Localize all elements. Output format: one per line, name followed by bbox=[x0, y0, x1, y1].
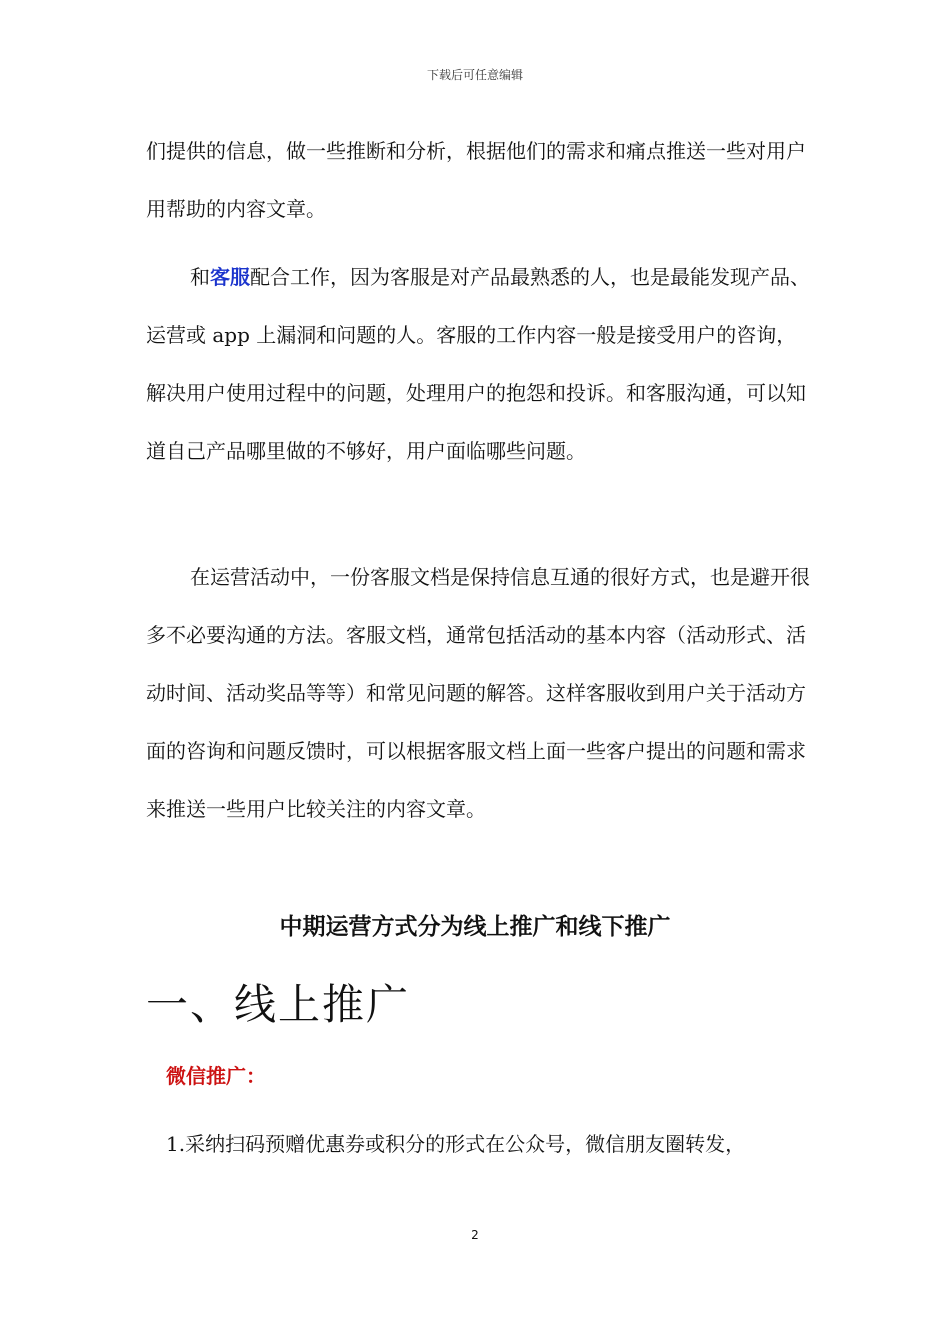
subheading-wechat: 微信推广： bbox=[166, 1064, 266, 1088]
section-title: 中期运营方式分为线上推广和线下推广 bbox=[279, 914, 671, 940]
paragraph-2-text: 配合工作，因为客服是对产品最熟悉的人，也是最能发现产品、运营或 app 上漏洞和问题的人。客服的工作内容一般是接受用户的咨询，解决用户使用过程中的问题，处理用户的抱怨和投诉。和客服沟通，可以知道自己产品哪里做的不够好，用户面临哪些问题。 bbox=[146, 265, 810, 463]
paragraph-1: 们提供的信息，做一些推断和分析，根据他们的需求和痛点推送一些对用户用帮助的内容文章。 bbox=[146, 139, 806, 221]
heading-online-promotion: 一、线上推广 bbox=[146, 980, 411, 1029]
paragraph-3: 在运营活动中，一份客服文档是保持信息互通的很好方式，也是避开很多不必要沟通的方法。客服文档，通常包括活动的基本内容（活动形式、活动时间、活动奖品等等）和常见问题的解答。这样客服收到用户关于活动方面的咨询和问题反馈时，可以根据客服文档上面一些客户提出的问题和需求来推送一些用户比较关注的内容文章。 bbox=[146, 565, 810, 821]
paragraph-2-prefix: 和 bbox=[190, 265, 210, 289]
page-number: 2 bbox=[471, 1228, 479, 1242]
customer-service-link[interactable]: 客服 bbox=[210, 265, 250, 289]
list-item-1: 1.采纳扫码预赠优惠券或积分的形式在公众号，微信朋友圈转发， bbox=[166, 1132, 746, 1156]
page-header: 下载后可任意编辑 bbox=[426, 68, 523, 82]
paragraph-2 bbox=[146, 248, 814, 480]
